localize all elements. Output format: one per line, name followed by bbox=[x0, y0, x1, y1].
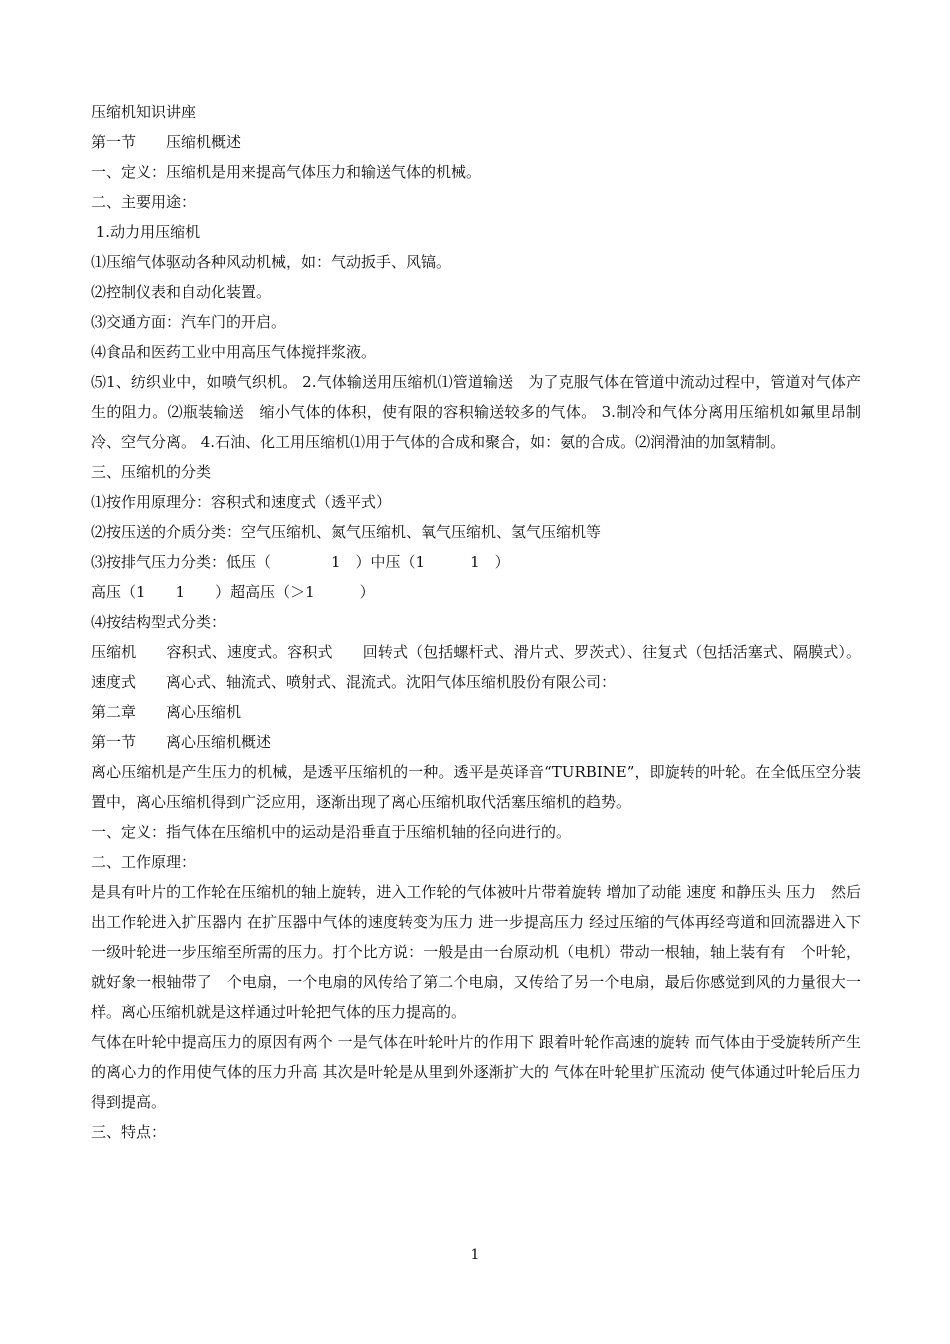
text-line: 一、定义：压缩机是用来提高气体压力和输送气体的机械。 bbox=[91, 163, 482, 181]
paragraph: 气体在叶轮中提高压力的原因有两个 一是气体在叶轮叶片的作用下 跟着叶轮作高速的旋转 而气体由于受旋转所产生的离心力的作用使气体的压力升高 其次是叶轮是从里到外逐渐扩大的 气体在叶轮里扩压流动 使气体通过叶轮后压力得到提高。 bbox=[91, 1033, 861, 1111]
text-line: 高压（1 1 ）超高压（＞1 ） bbox=[91, 583, 375, 601]
text-line: 三、压缩机的分类 bbox=[91, 463, 212, 481]
text-line: ⑷按结构型式分类： bbox=[91, 613, 227, 631]
text-line: ⑶按排气压力分类：低压（ 1 ）中压（1 1 ） bbox=[91, 553, 510, 571]
text-line: 一、定义：指气体在压缩机中的运动是沿垂直于压缩机轴的径向进行的。 bbox=[91, 823, 572, 841]
paragraph: 是具有叶片的工作轮在压缩机的轴上旋转，进入工作轮的气体被叶片带着旋转 增加了动能 速度 和静压头 压力 然后出工作轮进入扩压器内 在扩压器中气体的速度转变为压力 进一步提高压力 经过压缩的气体再经弯道和回流器进入下一级叶轮进一步压缩至所需的压力。打个比方说：一般是由一台原动机（电机）带动一根轴，轴上装有有 个叶轮，就好象一根轴带了 个电扇，一个电扇的风传给了第二个电扇，又传给了另一个电扇，最后你感觉到风的力量很大一样。离心压缩机就是这样通过叶轮把气体的压力提高的。 bbox=[91, 883, 861, 1021]
text-line: ⑶交通方面：汽车门的开启。 bbox=[91, 313, 287, 331]
text-line: 1.动力用压缩机 bbox=[91, 223, 201, 241]
text-line: ⑵控制仪表和自动化装置。 bbox=[91, 283, 272, 301]
text-line: ⑵按压送的介质分类：空气压缩机、氮气压缩机、氧气压缩机、氢气压缩机等 bbox=[91, 523, 602, 541]
text-line: 二、工作原理： bbox=[91, 853, 197, 871]
document-body bbox=[91, 97, 861, 1147]
section-heading: 第一节 压缩机概述 bbox=[91, 133, 242, 151]
text-line: 三、特点： bbox=[91, 1123, 167, 1141]
section-heading: 第一节 离心压缩机概述 bbox=[91, 733, 272, 751]
text-line: ⑴压缩气体驱动各种风动机械，如：气动扳手、风镐。 bbox=[91, 253, 452, 271]
text-line: ⑴按作用原理分：容积式和速度式（透平式） bbox=[91, 493, 392, 511]
paragraph: 离心压缩机是产生压力的机械，是透平压缩机的一种。透平是英译音“TURBINE”，即旋转的叶轮。在全低压空分装置中，离心压缩机得到广泛应用，逐渐出现了离心压缩机取代活塞压缩机的趋势。 bbox=[91, 763, 861, 811]
document-title: 压缩机知识讲座 bbox=[91, 103, 197, 121]
paragraph: ⑸1、纺织业中，如喷气织机。 2.气体输送用压缩机⑴管道输送 为了克服气体在管道中流动过程中，管道对气体产生的阻力。⑵瓶装输送 缩小气体的体积，使有限的容积输送较多的气体。 3.制冷和气体分离用压缩机如氟里昂制冷、空气分离。 4.石油、化工用压缩机⑴用于气体的合成和聚合，如：氨的合成。⑵润滑油的加氢精制。 bbox=[91, 373, 861, 451]
text-line: 二、主要用途： bbox=[91, 193, 197, 211]
page-number: 1 bbox=[470, 1247, 480, 1263]
chapter-heading: 第二章 离心压缩机 bbox=[91, 703, 242, 721]
text-line: ⑷食品和医药工业中用高压气体搅拌浆液。 bbox=[91, 343, 377, 361]
paragraph: 压缩机 容积式、速度式。容积式 回转式（包括螺杆式、滑片式、罗茨式）、往复式（包括活塞式、隔膜式）。速度式 离心式、轴流式、喷射式、混流式。沈阳气体压缩机股份有限公司： bbox=[91, 643, 861, 691]
